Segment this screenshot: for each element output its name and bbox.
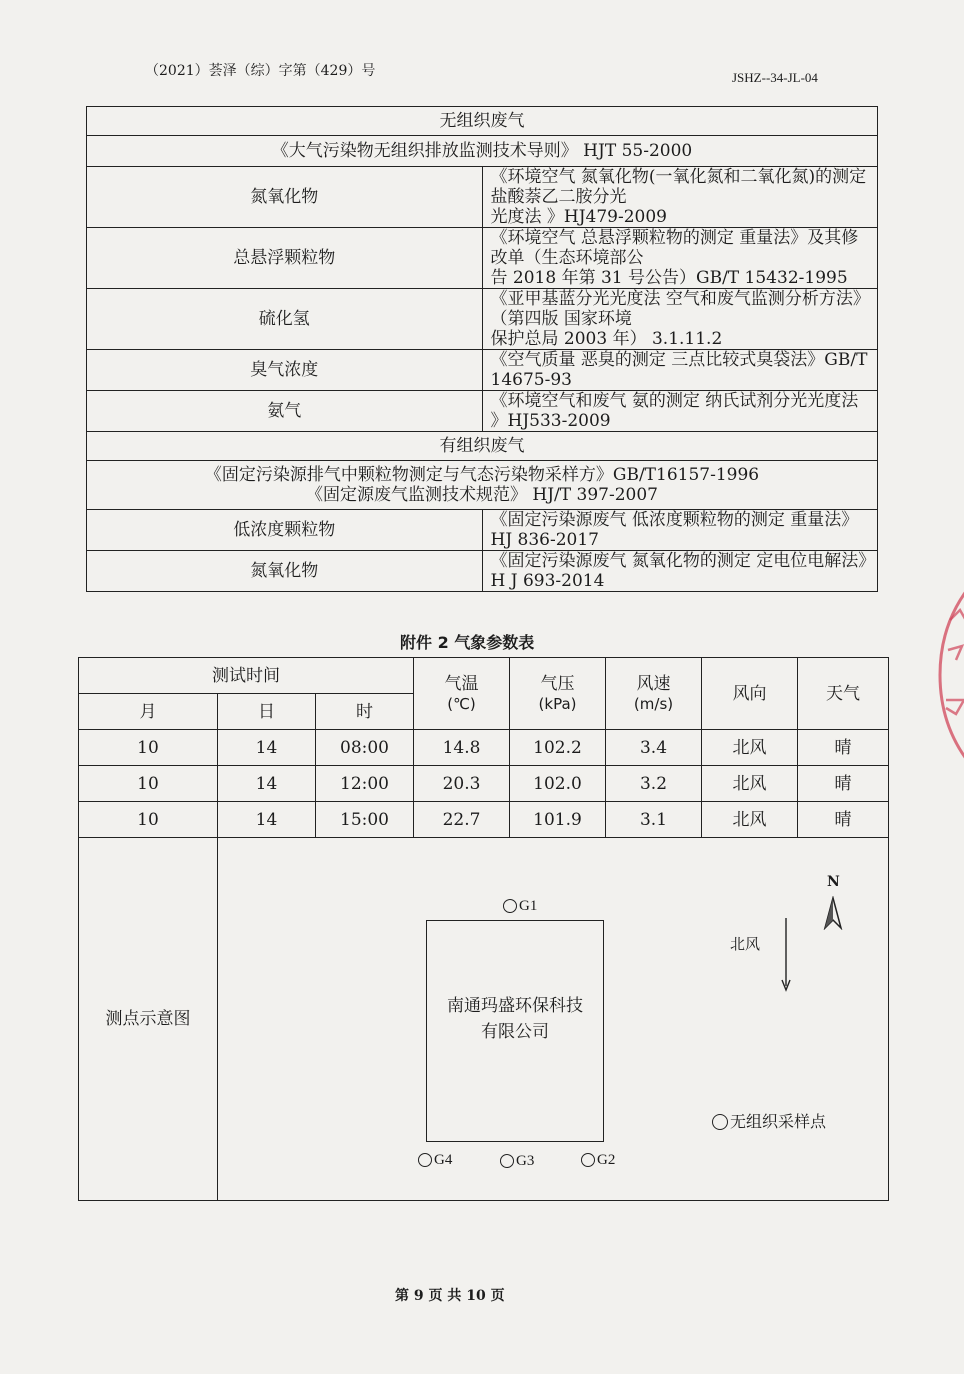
- organized-guidelines: [87, 461, 878, 510]
- test-time-header: 测试时间: [79, 658, 414, 694]
- cell-speed: 3.2: [606, 766, 702, 802]
- standard-line: 《环境空气 总悬浮颗粒物的测定 重量法》及其修改单（生态环境部公: [490, 228, 859, 268]
- page-number: 第 9 页 共 10 页: [395, 1288, 505, 1304]
- cell-sky: 晴: [798, 766, 889, 802]
- table-row: [79, 730, 889, 766]
- document-reference: （2021）荟泽（综）字第（429）号: [145, 63, 376, 79]
- standard-line: 《亚甲基蓝分光光度法 空气和废气监测分析方法》（第四版 国家环境: [490, 289, 862, 329]
- method-standard: 《空气质量 恶臭的测定 三点比较式臭袋法》GB/T 14675-93: [482, 350, 878, 391]
- cell-day: 14: [218, 802, 316, 838]
- standard-line: 保护总局 2003 年） 3.1.11.2: [490, 329, 723, 349]
- legend-label: 无组织采样点: [730, 1112, 827, 1131]
- cell-day: 14: [218, 730, 316, 766]
- sky-header: 天气: [798, 658, 889, 730]
- method-item: 氨气: [87, 391, 483, 432]
- cell-sky: 晴: [798, 802, 889, 838]
- month-header: 月: [79, 694, 218, 730]
- pressure-unit: (kPa): [538, 694, 577, 713]
- point-label: G4: [434, 1152, 453, 1168]
- temp-label: 气温: [444, 673, 479, 694]
- table-row: [87, 391, 878, 432]
- organized-title: 有组织废气: [87, 432, 878, 461]
- standard-line: 告 2018 年第 31 号公告）GB/T 15432-1995: [490, 268, 848, 288]
- sampling-point-icon: [581, 1153, 595, 1167]
- sampling-point-g2: [581, 1150, 615, 1170]
- cell-day: 14: [218, 766, 316, 802]
- sampling-point-g1: [503, 896, 537, 916]
- unorganized-title: 无组织废气: [87, 107, 878, 136]
- method-item: 硫化氢: [87, 289, 483, 350]
- standard-line: 《环境空气 氮氧化物(一氧化氮和二氧化氮)的测定 盐酸萘乙二胺分光: [490, 167, 867, 207]
- diagram-label: 测点示意图: [79, 838, 218, 1201]
- method-item: 臭气浓度: [87, 350, 483, 391]
- method-standard: [482, 228, 878, 289]
- weather-caption: 附件 2 气象参数表: [400, 633, 535, 652]
- north-label: N: [827, 874, 840, 890]
- wind-dir-header: 风向: [702, 658, 798, 730]
- cell-temp: 14.8: [414, 730, 510, 766]
- cell-time: 08:00: [316, 730, 414, 766]
- cell-speed: 3.4: [606, 730, 702, 766]
- method-standard: 《环境空气和废气 氨的测定 纳氏试剂分光光度法 》HJ533-2009: [482, 391, 878, 432]
- cell-time: 15:00: [316, 802, 414, 838]
- table-row: [87, 350, 878, 391]
- table-row: [79, 802, 889, 838]
- sampling-point-g4: [418, 1150, 452, 1170]
- pressure-label: 气压: [540, 673, 575, 694]
- cell-speed: 3.1: [606, 802, 702, 838]
- wind-label: 北风: [730, 935, 761, 953]
- cell-pressure: 102.0: [510, 766, 606, 802]
- sampling-point-g3: [500, 1151, 534, 1171]
- cell-dir: 北风: [702, 730, 798, 766]
- north-arrow-icon: [821, 896, 845, 930]
- cell-month: 10: [79, 730, 218, 766]
- cell-month: 10: [79, 802, 218, 838]
- method-standard: [482, 167, 878, 228]
- cell-dir: 北风: [702, 802, 798, 838]
- table-row: [87, 510, 878, 551]
- cell-dir: 北风: [702, 766, 798, 802]
- temp-unit: (℃): [447, 694, 476, 713]
- cell-pressure: 102.2: [510, 730, 606, 766]
- table-row: [87, 289, 878, 350]
- form-code: JSHZ--34-JL-04: [732, 70, 818, 85]
- cell-sky: 晴: [798, 730, 889, 766]
- point-label: G3: [516, 1153, 535, 1169]
- method-item: 氮氧化物: [87, 551, 483, 592]
- wind-direction-arrow-icon: [778, 918, 794, 992]
- cell-temp: 20.3: [414, 766, 510, 802]
- table-row: [87, 167, 878, 228]
- temp-header: [414, 658, 510, 730]
- methods-table: [86, 106, 878, 592]
- cell-pressure: 101.9: [510, 802, 606, 838]
- method-item: 总悬浮颗粒物: [87, 228, 483, 289]
- method-item: 氮氧化物: [87, 167, 483, 228]
- legend-point-icon: [712, 1114, 728, 1130]
- point-label: G2: [597, 1152, 616, 1168]
- table-row: [87, 551, 878, 592]
- method-standard: 《固定污染源废气 低浓度颗粒物的测定 重量法》HJ 836-2017: [482, 510, 878, 551]
- unorganized-guideline: 《大气污染物无组织排放监测技术导则》 HJT 55-2000: [87, 136, 878, 167]
- wind-speed-unit: (m/s): [633, 694, 674, 713]
- official-stamp: [930, 580, 964, 770]
- table-row: [79, 766, 889, 802]
- wind-speed-label: 风速: [636, 673, 671, 694]
- cell-temp: 22.7: [414, 802, 510, 838]
- weather-table: [78, 657, 889, 1201]
- method-standard: 《固定污染源废气 氮氧化物的测定 定电位电解法》H J 693-2014: [482, 551, 878, 592]
- pressure-header: [510, 658, 606, 730]
- wind-speed-header: [606, 658, 702, 730]
- organized-guideline: 《固定源废气监测技术规范》 HJ/T 397-2007: [306, 485, 658, 505]
- standard-line: 光度法 》HJ479-2009: [490, 207, 667, 227]
- legend: [712, 1112, 826, 1132]
- method-item: 低浓度颗粒物: [87, 510, 483, 551]
- sampling-point-icon: [418, 1153, 432, 1167]
- site-diagram: [218, 838, 889, 1201]
- company-line: 南通玛盛环保科技: [447, 996, 583, 1016]
- hour-header: 时: [316, 694, 414, 730]
- method-standard: [482, 289, 878, 350]
- sampling-point-icon: [500, 1154, 514, 1168]
- company-line: 有限公司: [481, 1022, 549, 1042]
- company-name: [426, 993, 604, 1045]
- sampling-point-icon: [503, 899, 517, 913]
- table-row: [87, 228, 878, 289]
- cell-time: 12:00: [316, 766, 414, 802]
- organized-guideline: 《固定污染源排气中颗粒物测定与气态污染物采样方》GB/T16157-1996: [204, 465, 760, 485]
- cell-month: 10: [79, 766, 218, 802]
- day-header: 日: [218, 694, 316, 730]
- point-label: G1: [519, 898, 538, 914]
